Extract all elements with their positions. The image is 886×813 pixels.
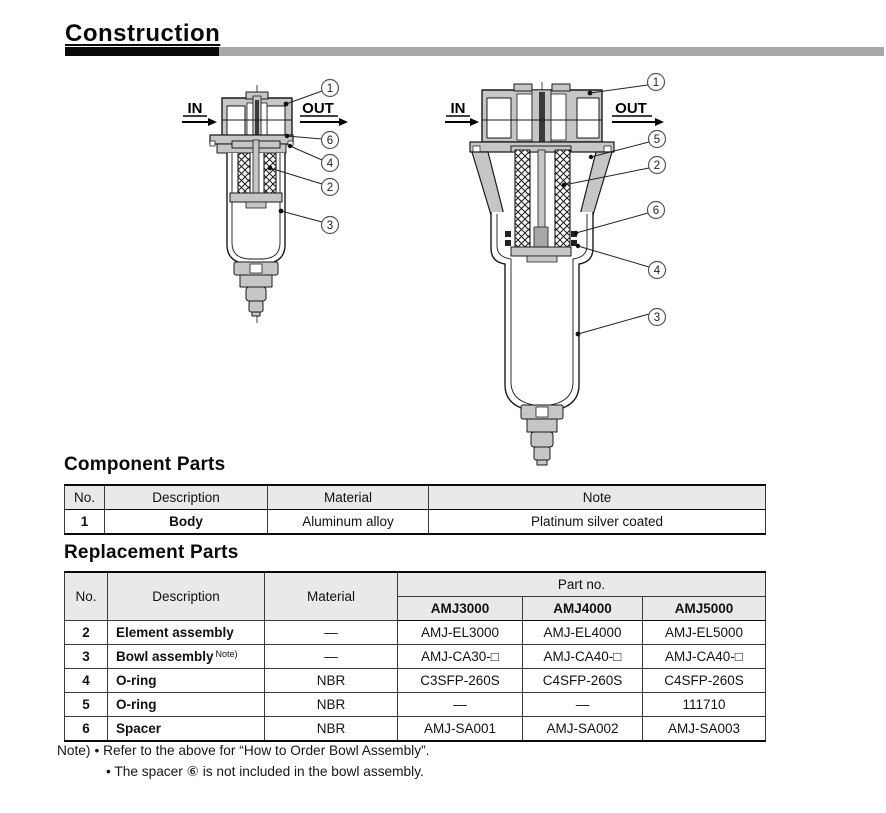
col-header-note: Note xyxy=(429,485,766,510)
svg-text:4: 4 xyxy=(326,158,334,170)
table-row xyxy=(65,621,766,645)
right-out-port xyxy=(577,98,599,138)
col-header-part-no: Part no. xyxy=(398,572,766,597)
callout-balloon xyxy=(322,132,339,149)
table-row xyxy=(65,669,766,693)
right-element-boss xyxy=(527,256,557,262)
cell-part-amj3000: AMJ-SA001 xyxy=(398,717,523,742)
svg-text:4: 4 xyxy=(653,265,661,277)
left-in-label xyxy=(183,100,207,117)
callout-balloon xyxy=(648,202,665,219)
left-element-hatch xyxy=(238,153,250,193)
note-item: • The spacer ⑥ is not included in the bowl assembly. xyxy=(106,764,424,779)
col-header-amj5000: AMJ5000 xyxy=(643,597,766,621)
cell-description xyxy=(108,717,265,742)
cell-part-amj4000: — xyxy=(523,693,643,717)
callout-balloon xyxy=(322,80,339,97)
cell-no: 5 xyxy=(65,693,108,717)
col-header-amj3000: AMJ3000 xyxy=(398,597,523,621)
cell-part-amj3000: AMJ-EL3000 xyxy=(398,621,523,645)
svg-text:IN: IN xyxy=(450,100,466,117)
svg-text:2: 2 xyxy=(653,160,661,172)
callout-balloon xyxy=(649,157,666,174)
svg-text:IN: IN xyxy=(187,100,203,117)
left-drain xyxy=(234,262,278,316)
right-step-notch xyxy=(473,146,480,152)
left-element-boss xyxy=(246,202,266,208)
right-element-bottom-plate xyxy=(511,247,571,256)
construction-diagrams xyxy=(0,65,886,470)
description-text: Bowl assembly xyxy=(116,649,214,664)
cell-part-amj5000: C4SFP-260S xyxy=(643,669,766,693)
cell-part-amj3000: — xyxy=(398,693,523,717)
right-cone-wall xyxy=(472,152,504,215)
description-text: Spacer xyxy=(116,721,162,736)
cell-description xyxy=(108,645,265,669)
right-element-rod xyxy=(538,150,545,228)
cell-part-amj5000: AMJ-SA003 xyxy=(643,717,766,742)
cell-no: 4 xyxy=(65,669,108,693)
title-underline-bar xyxy=(65,47,884,56)
cell-part-amj4000: AMJ-SA002 xyxy=(523,717,643,742)
left-in-port xyxy=(227,106,245,136)
right-callouts xyxy=(648,74,666,326)
svg-text:3: 3 xyxy=(653,312,661,324)
left-out-port xyxy=(267,106,285,136)
right-out-label xyxy=(612,100,652,117)
callout-balloon xyxy=(322,217,339,234)
left-element-rod xyxy=(253,140,259,195)
svg-text:6: 6 xyxy=(652,205,660,217)
callout-balloon xyxy=(649,262,666,279)
right-drain xyxy=(521,405,563,465)
note-item: • Refer to the above for “How to Order Bowl Assembly”. xyxy=(94,743,430,758)
cell-part-amj5000: 111710 xyxy=(643,693,766,717)
cell-material: NBR xyxy=(265,669,398,693)
cell-part-amj4000: AMJ-CA40-□ xyxy=(523,645,643,669)
right-element-rod-cap xyxy=(534,227,548,247)
table-row xyxy=(65,693,766,717)
replacement-parts-heading: Replacement Parts xyxy=(64,542,239,563)
col-header-description: Description xyxy=(105,485,268,510)
right-in-port xyxy=(487,98,511,138)
cell-part-amj4000: C4SFP-260S xyxy=(523,669,643,693)
cell-description xyxy=(108,693,265,717)
component-parts-heading: Component Parts xyxy=(64,454,226,475)
left-element-hatch xyxy=(264,153,276,193)
cell-description xyxy=(108,669,265,693)
svg-text:OUT: OUT xyxy=(615,100,647,117)
callout-balloon xyxy=(322,155,339,172)
cell-material: Aluminum alloy xyxy=(268,510,429,535)
col-header-description: Description xyxy=(108,572,265,621)
cell-part-amj3000: AMJ-CA30-□ xyxy=(398,645,523,669)
cell-no: 3 xyxy=(65,645,108,669)
svg-text:3: 3 xyxy=(326,220,334,232)
svg-text:2: 2 xyxy=(326,182,334,194)
left-out-arrow-icon xyxy=(300,118,348,126)
replacement-header-row-1 xyxy=(65,572,766,597)
svg-text:6: 6 xyxy=(326,135,334,147)
cell-part-amj4000: AMJ-EL4000 xyxy=(523,621,643,645)
right-in-label xyxy=(446,100,470,117)
right-element-hatch xyxy=(515,150,530,247)
description-text: O-ring xyxy=(116,673,157,688)
cell-material: NBR xyxy=(265,693,398,717)
col-header-amj4000: AMJ4000 xyxy=(523,597,643,621)
svg-text:1: 1 xyxy=(326,83,334,95)
svg-text:OUT: OUT xyxy=(302,100,334,117)
left-flange-notch xyxy=(210,141,215,146)
right-cone-wall xyxy=(580,152,612,215)
right-filter-diagram xyxy=(445,74,666,466)
cell-material: NBR xyxy=(265,717,398,742)
cell-note: Platinum silver coated xyxy=(429,510,766,535)
description-text: O-ring xyxy=(116,697,157,712)
right-element-hatch xyxy=(555,150,570,247)
col-header-material: Material xyxy=(268,485,429,510)
cell-part-amj5000: AMJ-EL5000 xyxy=(643,621,766,645)
right-slot xyxy=(551,94,566,140)
cell-material: — xyxy=(265,645,398,669)
description-note-suffix: Note) xyxy=(215,649,238,659)
page-title: Construction xyxy=(65,20,221,47)
right-body-tab xyxy=(514,84,532,91)
description-text: Element assembly xyxy=(116,625,234,640)
right-in-arrow-icon xyxy=(445,118,479,126)
callout-balloon xyxy=(648,74,665,91)
footnotes xyxy=(57,740,429,782)
title-bar-black-segment xyxy=(65,47,219,56)
cell-no: 6 xyxy=(65,717,108,742)
cell-no: 2 xyxy=(65,621,108,645)
component-header-row xyxy=(65,485,766,510)
left-filter-diagram xyxy=(182,80,348,324)
callout-balloon xyxy=(649,131,666,148)
callout-balloon xyxy=(322,179,339,196)
col-header-material: Material xyxy=(265,572,398,621)
cell-part-amj5000: AMJ-CA40-□ xyxy=(643,645,766,669)
left-out-label xyxy=(300,100,338,117)
replacement-parts-table xyxy=(64,571,766,742)
right-stem xyxy=(539,92,545,142)
note-label: Note) xyxy=(57,743,91,758)
component-parts-table xyxy=(64,484,766,535)
col-header-no: No. xyxy=(65,485,105,510)
left-in-arrow-icon xyxy=(182,118,217,126)
col-header-no: No. xyxy=(65,572,108,621)
svg-text:5: 5 xyxy=(653,134,661,146)
right-out-arrow-icon xyxy=(612,118,664,126)
title-bar-gray-segment xyxy=(219,47,884,56)
cell-description xyxy=(108,621,265,645)
svg-text:1: 1 xyxy=(652,77,660,89)
table-row xyxy=(65,645,766,669)
table-row xyxy=(65,510,766,535)
cell-description: Body xyxy=(105,510,268,535)
cell-part-amj3000: C3SFP-260S xyxy=(398,669,523,693)
right-step-notch xyxy=(604,146,611,152)
table-row xyxy=(65,717,766,742)
cell-no: 1 xyxy=(65,510,105,535)
right-body-tab xyxy=(552,84,570,91)
cell-material: — xyxy=(265,621,398,645)
callout-balloon xyxy=(649,309,666,326)
note-line-2 xyxy=(57,761,429,782)
right-slot xyxy=(517,94,532,140)
left-element-bottom-plate xyxy=(230,193,282,202)
note-line-1 xyxy=(57,740,429,761)
